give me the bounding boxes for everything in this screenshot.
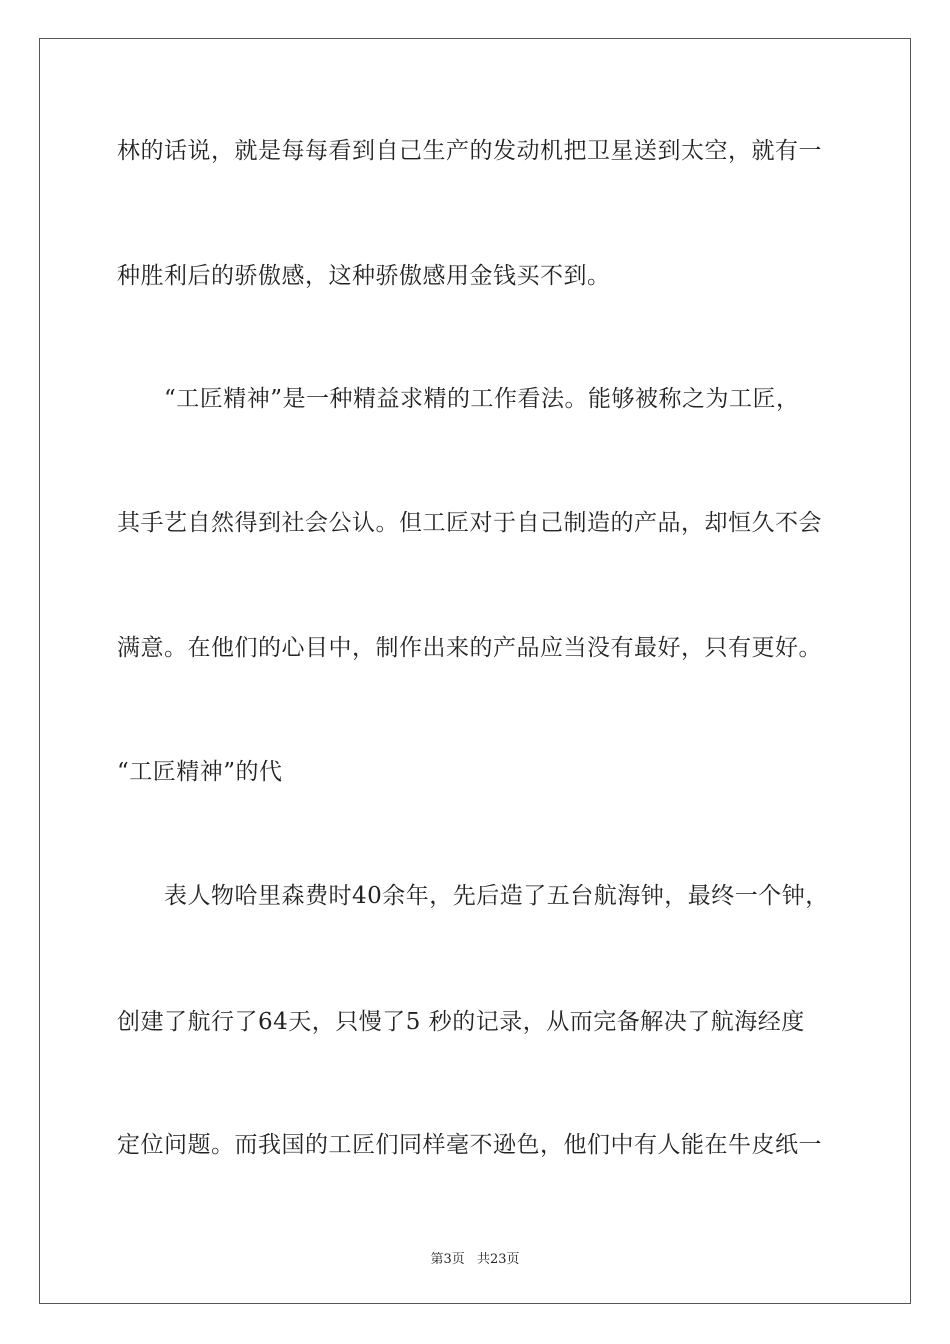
total-pages: 共23页	[476, 1252, 520, 1267]
paragraph-line: 定位问题。而我国的工匠们同样毫不逊色，他们中有人能在牛皮纸一	[117, 1132, 822, 1158]
paragraph-line: 表人物哈里森费时40余年，先后造了五台航海钟，最终一个钟，	[117, 883, 829, 909]
paragraph-line: 其手艺自然得到社会公认。但工匠对于自己制造的产品，却恒久不会	[117, 510, 822, 536]
paragraph-line: 种胜利后的骄傲感，这种骄傲感用金钱买不到。	[117, 263, 611, 289]
paragraph-line: 创建了航行了64天，只慢了5 秒的记录，从而完备解决了航海经度	[117, 1009, 805, 1035]
paragraph-line: “工匠精神”是一种精益求精的工作看法。能够被称之为工匠，	[117, 386, 800, 412]
paragraph-line: “工匠精神”的代	[117, 759, 283, 785]
paragraph-line: 满意。在他们的心目中，制作出来的产品应当没有最好，只有更好。	[117, 635, 822, 661]
page-number: 第3页	[430, 1252, 465, 1267]
page-border	[39, 38, 911, 1304]
page-footer	[0, 1248, 950, 1267]
paragraph-line: 林的话说，就是每每看到自己生产的发动机把卫星送到太空，就有一	[117, 138, 822, 164]
